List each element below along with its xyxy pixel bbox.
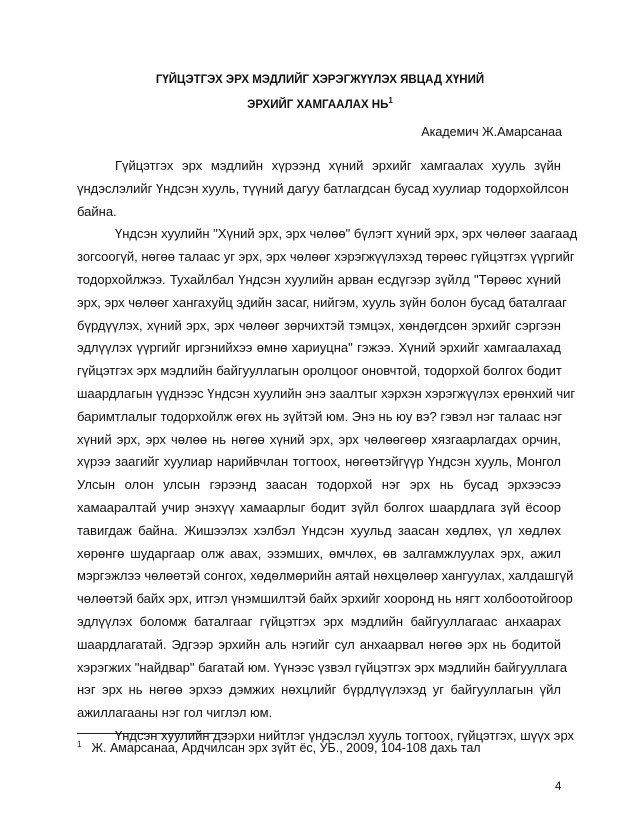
body-line: Үндсэн хуулийн дээрхи нийтлэг үндэслэл хууль тогтоох, гүйцэтгэх, шүүх эрх — [115, 728, 575, 743]
body-line: эдлүүлэх боломж баталгааг гүйцэтгэх эрх мэдлийн байгууллагаас анхаарах — [77, 614, 561, 629]
page-number: 4 — [555, 781, 562, 793]
body-line: нэг эрх нь нөгөө эрхээ дэмжих нөхцлийг бүрдлүүлэхэд уг байгууллагын үйл — [77, 682, 561, 698]
footnote-mark: 1 — [77, 739, 82, 749]
title-line-2 — [60, 97, 580, 113]
body-line: Үндсэн хуулийн "Хүний эрх, эрх чөлөө" бүлэгт хүний эрх, эрх чөлөөг заагаад — [115, 226, 578, 242]
body-line: тодорхойлжээ. Тухайлбал Үндсэн хуулийн арван есдүгээр зүйлд "Төрөөс хүний — [77, 272, 561, 287]
body-line: Гүйцэтгэх эрх мэдлийн хүрээнд хүний эрхийг хамгаалах хууль зүйн — [115, 158, 561, 173]
body-line: хөрөнгө шударгаар олж авах, эзэмших, өмчлөх, өв залгамжлуулах эрх, ажил — [77, 545, 561, 561]
title-line-1: ГҮЙЦЭТГЭХ ЭРХ МЭДЛИЙГ ХЭРЭГЖҮҮЛЭХ ЯВЦАД ХҮНИЙ — [155, 74, 485, 86]
body-line: шаардлагатай. Эдгээр эрхийн аль нэгийг сул анхаарвал нөгөө эрх нь бодитой — [77, 636, 561, 652]
body-line: шаардлагын үүднээс Үндсэн хуулийн энэ заалтыг хэрхэн хэрэгжүүлэх ерөнхий чиг — [77, 386, 576, 401]
body-line: хүний эрх, эрх чөлөө нь нөгөө хүний эрх, эрх чөлөөгөөр хязгаарлагдах орчин, — [77, 431, 561, 447]
title-footnote-mark[interactable]: 1 — [388, 96, 393, 106]
body-line: чөлөөтэй байх эрх, итгэл үнэмшилтэй байх эрхийг хооронд нь нягт холбоотойгоор — [77, 591, 573, 607]
body-line: мэргэжлээ чөлөөтэй сонгох, хөдөлмөрийн аятай нөхцөлөөр хангуулах, халдашгүй — [77, 568, 574, 584]
body-line: хамааралтай учир энэхүү хамаарлыг бодит зүйл болгох шаардлага зүй ёсоор — [77, 500, 561, 515]
body-line: зогсоогүй, нөгөө талаас уг эрх, эрх чөлөөг хэрэгжүүлэхэд төрөөс гүйцэтгэх үүргийг — [77, 249, 575, 265]
body-line: хэрэгжих "найдвар" багатай юм. Үүнээс үзвэл гүйцэтгэх эрх мэдлийн байгууллага — [77, 659, 568, 675]
body-line: эдлүүлэх үүргийг иргэнийхээ өмнө хариуцна" гэжээ. Хүний эрхийг хамгаалахад — [77, 340, 561, 356]
body-line: баримтлалыг тодорхойлж өгөх нь зүйтэй юм. Энэ нь юу вэ? гэвэл нэг талаас нэг — [77, 408, 563, 424]
body-line: бүрдүүлэх, хүний эрх, эрх чөлөөг зөрчихтэй тэмцэх, хөндөгдсөн эрхийг сэргээн — [77, 317, 561, 333]
body-line: байна. — [77, 203, 117, 219]
body-line: гүйцэтгэх эрх мэдлийн байгууллагын оролцоог оновчтой, тодорхой болгох бодит — [77, 363, 562, 379]
body-line: тавигдаж байна. Жишээлэх хэлбэл Үндсэн хуульд заасан хөдлөх, үл хөдлөх — [77, 522, 561, 538]
body-line: Улсын олон улсын гэрээнд заасан тодорхой нэг эрх нь бусад эрхээсээ — [77, 477, 561, 493]
body-line: хүрээ заагийг хуулиар нарийвчлан тогтоох, нөгөөтэйгүүр Үндсэн хууль, Монгол — [77, 454, 561, 470]
body-line: эрх, эрх чөлөөг хангахуйц эдийн засаг, нийгэм, хууль зүйн болон бусад баталгааг — [77, 294, 567, 310]
title-line-2-text: ЭРХИЙГ ХАМГААЛАХ НЬ — [247, 99, 389, 111]
author-name: Академич Ж.Амарсанаа — [421, 125, 562, 139]
body-line: үндэслэлийг Үндсэн хууль, түүний дагуу батлагдсан бусад хуулиар тодорхойлсон — [77, 180, 569, 196]
footnote-text: Ж. Амарсанаа, Ардчилсан эрх зүйт ёс, УБ., 2009, 104-108 дахь тал — [91, 741, 481, 755]
body-line: ажиллагааны нэг гол чиглэл юм. — [77, 705, 273, 721]
